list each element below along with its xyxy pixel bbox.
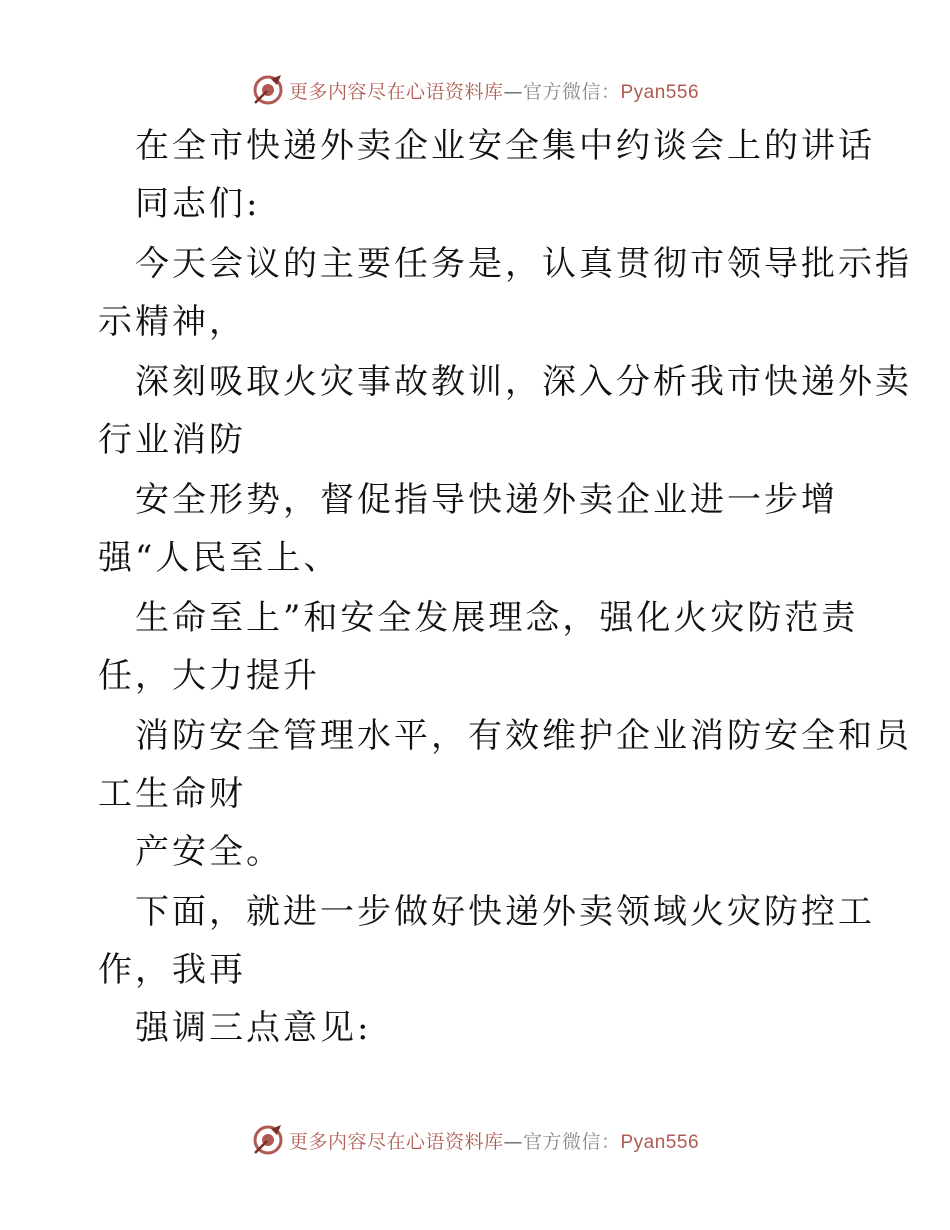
- paragraph-line: 强调三点意见:: [135, 1008, 372, 1048]
- watermark-official-label: 官方微信：: [522, 80, 621, 103]
- watermark-main-text: 更多内容尽在心语资料库: [288, 80, 504, 103]
- paragraph-line: 消防安全管理水平，有效维护企业消防安全和员: [135, 716, 912, 756]
- quill-circle-icon: [251, 73, 285, 107]
- watermark-header: [0, 70, 950, 110]
- paragraph-line: 安全形势，督促指导快递外卖企业进一步增: [135, 480, 838, 520]
- paragraph-line: 工生命财: [98, 774, 246, 814]
- paragraph-line: 下面，就进一步做好快递外卖领域火灾防控工: [135, 892, 875, 932]
- paragraph-line: 示精神，: [98, 302, 246, 342]
- paragraph-line: 产安全。: [135, 832, 283, 872]
- watermark-wechat-id: Pyan556: [620, 81, 700, 103]
- watermark-dash: —: [503, 1130, 523, 1153]
- watermark-main-text: 更多内容尽在心语资料库: [288, 1130, 504, 1153]
- paragraph-line: 今天会议的主要任务是，认真贯彻市领导批示指: [135, 244, 912, 284]
- document-title: 在全市快递外卖企业安全集中约谈会上的讲话: [135, 126, 875, 166]
- paragraph-line: 强“人民至上、: [98, 538, 341, 578]
- quill-circle-icon: [251, 1123, 285, 1157]
- greeting: 同志们:: [135, 184, 261, 224]
- watermark-dash: —: [503, 80, 523, 103]
- watermark-official-label: 官方微信：: [522, 1130, 621, 1153]
- watermark-wechat-id: Pyan556: [620, 1131, 700, 1153]
- paragraph-line: 深刻吸取火灾事故教训，深入分析我市快递外卖: [135, 362, 912, 402]
- paragraph-line: 作，我再: [98, 950, 246, 990]
- watermark-footer: [0, 1120, 950, 1160]
- paragraph-line: 任，大力提升: [98, 656, 320, 696]
- paragraph-line: 生命至上”和安全发展理念，强化火灾防范责: [135, 598, 859, 638]
- paragraph-line: 行业消防: [98, 420, 246, 460]
